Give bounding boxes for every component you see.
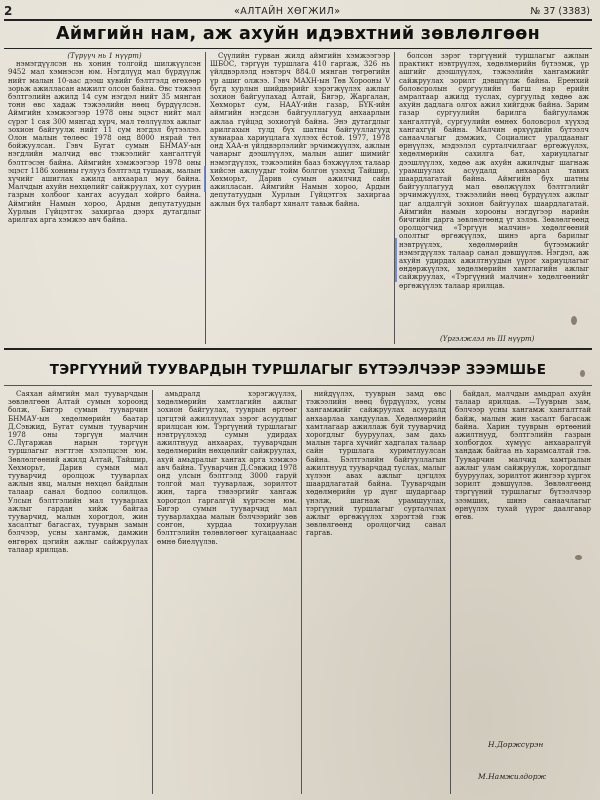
ink-stain xyxy=(580,370,585,377)
column-divider xyxy=(152,390,153,794)
headline-rule xyxy=(4,48,592,49)
article-2-column-1 xyxy=(8,390,148,794)
column-divider xyxy=(450,390,451,794)
article-2-headline: ТЭРГҮҮНИЙ ТУУВАРДЫН ТУРШЛАГЫГ БҮТЭЭЛЧЭЭР ЗЭЭМШЬЕ xyxy=(49,362,547,378)
headline-rule xyxy=(4,385,592,386)
article-1-column-2 xyxy=(210,52,390,344)
continued-from-note: (Түрүүч нь 1 нүүрт) xyxy=(67,52,142,60)
article-1-text: нэмэгдүүлсэн нь хонин толгойд шилжүүлсэн 9452 мал хэмнэсэн юм. Нэгдлүүд мал бүрдүүлж нийт малын 10-аас дээш хувийг бэлтгэлд өгөхөөр зорьж ажилласан амжилт олсон байна. Өвс тэжээл бэлтгэлийн ажилд 14 сум нэгдэл нийт 35 мянган тонн өвс хадаж тэжээлийн нөөц бүрдүүлсэн. Аймгийн хэмжээгээр 1978 оны эцэст нийт мал сүрэг 1 сая 300 мянгад хүрч, мал төллүүлэх ажлыг зохион байгуулж нийт 11 сум нэгдэл бүтээлээ. Олон малын төлөөс 1978 онд 8000 нярай төл бойжуулсан. Гэвч Бугат сумын БНМАУ-ын нэгдлийн малчид өвс тэжээлийг хангалтгүй бэлтгэсэн байна. Аймгийн хэмжээгээр 1978 оны эцэст 1186 хонины гулууз бэлтгэлд тушааж, малын хүчийг ашиглах ажилд анхаарал муу байна. Малчдын ахуйн нөхцөлийг сайжруулах, хот суурин газрын холбоог хангах асуудал хойрго байна. Аймгийн Намын хороо, Ардын депутатуудын Хурлын Гүйцэтгэх захиргаа дээрх дутагдлыг арилгах арга хэмжээ авч байна. xyxy=(8,60,201,225)
column-divider xyxy=(205,52,206,344)
article-2-text: байдал, малчдын амьдрал ахуйн талаар ярилцав. —Тууврын зам, бэлчээр усны хангамж хангалттай байж, малын жин хасалт багасаж байна. Харин тууврын өртөөний ажилтнууд, бэлтгэлийн газрын холбогдох хүмүүс анхааралгүй хандаж байгаа нь харамсалтай гэв. Тууварчин малчид хамтралын ажлыг улам сайжруулж, хорогдлыг бууруулах, зорилтот жингээр хүргэх зорилт дэвшүүлэв. Зөвлөлгөөнд тэргүүний туршлагыг бүтээлчээр зээмших, шинэ санаачлагыг өрнүүлэх тухай үүрэг даалгавар өгөв. xyxy=(455,390,591,522)
article-2-text: Саяхан аймгийн мал тууварчдын зөвлөлгөөн Алтай сумын хороонд болж, Бигэр сумын тууварчин БНМАУ-ын хөдөлмөрийн баатар Д.Сэвжид, Бугат сумын тууварчин 1978 оны тэргүүн малчин С.Лүгаржав нарын тэргүүн туршлагыг нэгтгэн хэлэлцсэн юм. Зөвлөлгөөний ажилд Алтай, Тайшир, Хөхморьт, Дарив сумын мал тууварчид оролцож тууварлах ажлын явц, малын нөхцөл байдлын талаар санал бодлоо солилцов. Улсын бэлтгэлийн мал тууварлах ажлыг гардан хийж байгаа тууварчид, малын хорогдол, жин хасалтыг багасгах, тууврын замын бэлчээр, усны хангамж, дамжин өнгөрөх цэгийн ажлыг сайжруулах талаар ярилцав. xyxy=(8,390,148,554)
column-divider xyxy=(301,390,302,794)
article-1-column-1 xyxy=(8,52,201,338)
article-2-text: нийдүүлэх, тууврын замд өвс тэжээлийн нөөц бүрдүүлэх, усны хангамжийг сайжруулах асуудалд анхаарлаа хандуулав. Хөдөлмөрийн хамтлагаар ажиллаж буй тууварчид хорогдлыг бууруулах, зам дахь малын тарга хүчийг хадгалах талаар сайн туршлага хуримтлуулсан байна. Бэлтгэлийн байгууллагын ажилтнууд тууварчдад туслах, малыг хүлээн авах ажлыг цэгцлэх шаардлагатай байна. Тууварчдын хөдөлмөрийн үр дүнг шударгаар үнэлж, шагнаж урамшуулах, тэргүүний туршлагыг сурталчлах ажлыг өргөжүүлэх хэрэгтэй гэж зөвлөлгөөнд оролцогчид санал гаргав. xyxy=(306,390,446,538)
article-2-column-2 xyxy=(157,390,297,794)
article-1-text: болсон зэрэг тэргүүний туршлагыг ажлын практикт нэвтрүүлэх, хөдөлмөрийн бүтээмж, үр ашгийг дээшлүүлэх, тэжээлийн хангамжийг сайжруулах зорилт дэвшүүлж байна. Еренхий боловсролын сургуулийн багш нар ерийн амралтаар ажилд туслах, сургуульд хөдөө аж ахуйн дадлага олгох ажил хийгдэж байна. Зарим газар сургуулийн барилга байгууламж хангалтгүй, сургуулийн өмнөх боловсрол хүүхэд хангахгүй байна. Малчин өрхүүдийн бүтээлч санаачлагыг дэмжих, Социалист уралдааныг өрнүүлэх, мэдээлэл сурталчилгааг өргөжүүлэх, хөдөлмөрийн сахилга бат, хариуцлагыг дээшлүүлэх, хөдөө аж ахуйн ажилчдыг шагнаж урамшуулах асуудалд анхаарал тавих шаардлагатай байна. Аймгийн бүх шатны байгууллагууд мал өвөлжүүлэх бэлтгэлийг эрчимжүүлэх, тэжээлийн нөөц бүрдүүлэх ажлыг цаг алдалгүй зохион байгуулах шаардлагатай. Аймгийн намын хорооны нэгдүгээр нарийн бичгийн дарга зөвлөлгөөнд үг хэлэв. Зөвлөлгөөнд оролцогчид «Тэргүүн малчин» хөдөлгөөний ололтыг өргөжүүлэх, шинэ арга барилыг нэвтрүүлэх, хөдөлмөрийн бүтээмжийг нэмэгдүүлэх талаар санал дэвшүүлэв. Нэгдэл, аж ахуйн удирдах ажилтнуудын үүрэг хариуцлагыг өндөржүүлэх, хөдөлмөрийн хамтлагийн ажлыг сайжруулах, «Тэргүүний малчин» хөдөлгөөнийг өргөжүүлэх талаар ярилцав. xyxy=(399,52,589,290)
column-divider xyxy=(394,52,395,344)
article-1-column-3 xyxy=(399,52,589,332)
article-1-headline: Аймгийн нам, аж ахуйн идэвхтний зөвлөлгөөн xyxy=(56,24,540,44)
author-signature: М.Намжилдорж xyxy=(478,772,547,781)
section-rule xyxy=(4,348,592,350)
newspaper-name: «АЛТАЙН ХӨГЖИЛ» xyxy=(234,6,341,17)
author-signature: Н.Доржсүрэн xyxy=(488,740,544,749)
page-number: 2 xyxy=(4,4,13,18)
article-1-text: Сүүлийн гурван жилд аймгийн хэмжээгээр ШБОС, тэргүүн туршлага 410 гаргаж, 326 нь үйлдвэрлэлд нэвтэрч 884.0 мянган төгрөгийн үр ашиг олжээ. Гэвч МАХН-ын Төв Хорооны V бүгд хурлын шийдвэрийг хэрэгжүүлэх ажлыг зохион байгуулахад Алтай, Бигэр, Жаргалан, Хөхморьт сум, НААҮ-ийн газар, БҮК-ийн аймгийн нэгдсэн байгууллагууд анхаарлын ажлаа гүйцэд зохиогүй байна. Энэ дутагдлыг арилгахын тулд бүх шатны байгууллагууд хувиараа хариуцлага хүлээх ёстой. 1977, 1978 онд ХАА-н үйлдвэрлэлийг эрчимжүүлэх, ажлын чанарыг дээшлүүлэх, малын ашиг шимийг нэмэгдүүлэх, тэжээлийн бааз бэхжүүлэх талаар хийсэн ажлуудыг тойм болгон үзэхэд Тайшир, Хөхморьт, Дарив сумын ажилчид сайн ажилласан. Аймгийн Намын хороо, Ардын депутатуудын Хурлын Гүйцэтгэх захиргаа ажлын бүх талбарт хяналт тавьж байна. xyxy=(210,52,390,208)
article-2-column-4 xyxy=(455,390,591,730)
continued-to-note: (Үргэлжлэл нь III нүүрт) xyxy=(440,335,535,343)
article-2-column-3 xyxy=(306,390,446,794)
pen-mark xyxy=(204,166,206,192)
article-2-text: амьдралд хэрэгжүүлэх, хөдөлмөрийн хамтлагийн ажлыг зохион байгуулах, тууврын өртөөг цэгцтэй ажиллуулах зэрэг асуудлыг ярилцсан юм. Тэргүүний туршлагыг нэвтрүүлэхэд сумын удирдах ажилтнууд анхаарах, тууварчдын хөдөлмөрийн нөхцөлийг сайжруулах, ахуй амьдралыг хангах арга хэмжээ авч байна. Тууварчин Д.Сэвжид 1978 онд улсын бэлтгэлд 3000 гаруй толгой мал тууварлаж, зорилтот жин, тарга тэвээргийг хангаж хорогдол гаргалгүй хүргэсэн юм. Бигэр сумын тууварчид мал тууварлахдаа малын бэлчээрийг зөв сонгон, хурдаа тохируулан бэлтгэлийн төлөвлөгөөг хугацаанаас өмнө биелүүлэв. xyxy=(157,390,297,546)
masthead xyxy=(4,4,590,20)
issue-number: № 37 (3383) xyxy=(530,6,590,17)
pen-mark xyxy=(395,238,397,282)
ink-stain xyxy=(575,555,582,560)
ink-stain xyxy=(571,316,577,325)
